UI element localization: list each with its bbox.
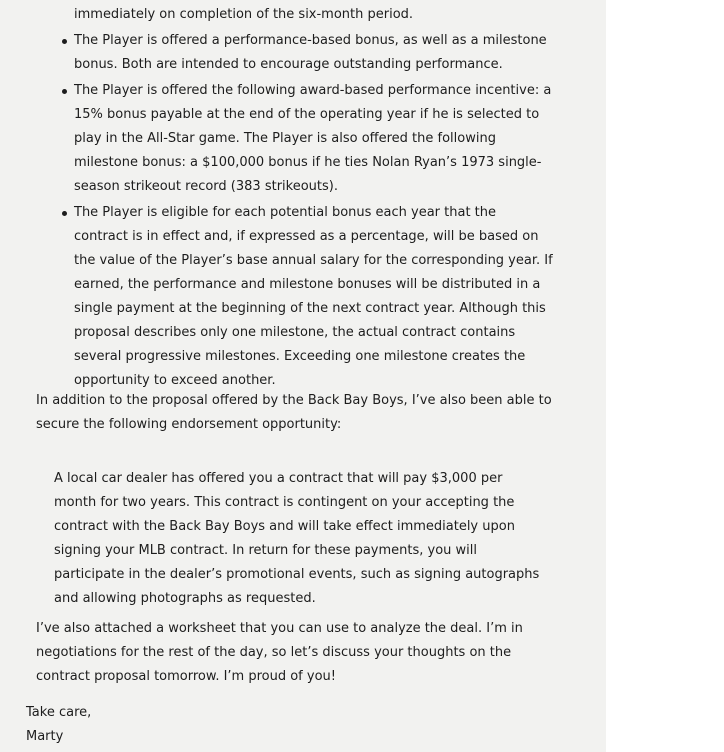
bullet-text: The Player is offered the following award-based performance incentive: a 15% bonus payable at the end of the operating year if he is selected to play in the All-Star game. The Player is also offered the following milestone bonus: a $100,000 bonus if he ties Nolan Ryan’s 1973 single-season strikeout record (383 strikeouts).	[74, 83, 552, 194]
bullet-text: The Player is eligible for each potential bonus each year that the contract is in effect and, if expressed as a percentage, will be based on the value of the Player’s base annual salary for the corresponding year. If earned, the performance and milestone bonuses will be distributed in a single payment at the beginning of the next contract year. Although this proposal describes only one milestone, the actual contract contains several progressive milestones. Exceeding one milestone creates the opportunity to exceed another.	[74, 205, 553, 388]
signature-name: Marty	[26, 729, 64, 744]
bullet-text: The Player is offered a performance-based bonus, as well as a milestone bonus. Both are intended to encourage outstanding performance.	[74, 33, 547, 72]
endorsement-paragraph: A local car dealer has offered you a contract that will pay $3,000 per month for two years. This contract is contingent on your accepting the contract with the Back Bay Boys and will take effect immediately upon signing your MLB contract. In return for these payments, you will participate in the dealer’s promotional events, such as signing autographs and allowing photographs as requested.	[54, 471, 540, 606]
bullet-icon	[62, 211, 67, 216]
continued-text: immediately on completion of the six-month period.	[74, 7, 414, 22]
bullet-icon	[62, 89, 67, 94]
list-item	[74, 79, 554, 199]
intro-paragraph: In addition to the proposal offered by the Back Bay Boys, I’ve also been able to secure the following endorsement opportunity:	[36, 393, 552, 432]
list-item	[74, 201, 554, 393]
bullet-icon	[62, 39, 67, 44]
closing-paragraph: I’ve also attached a worksheet that you can use to analyze the deal. I’m in negotiations for the rest of the day, so let’s discuss your thoughts on the contract proposal tomorrow. I’m proud of you!	[36, 621, 523, 684]
list-item	[74, 29, 554, 77]
signoff: Take care,	[26, 705, 92, 720]
